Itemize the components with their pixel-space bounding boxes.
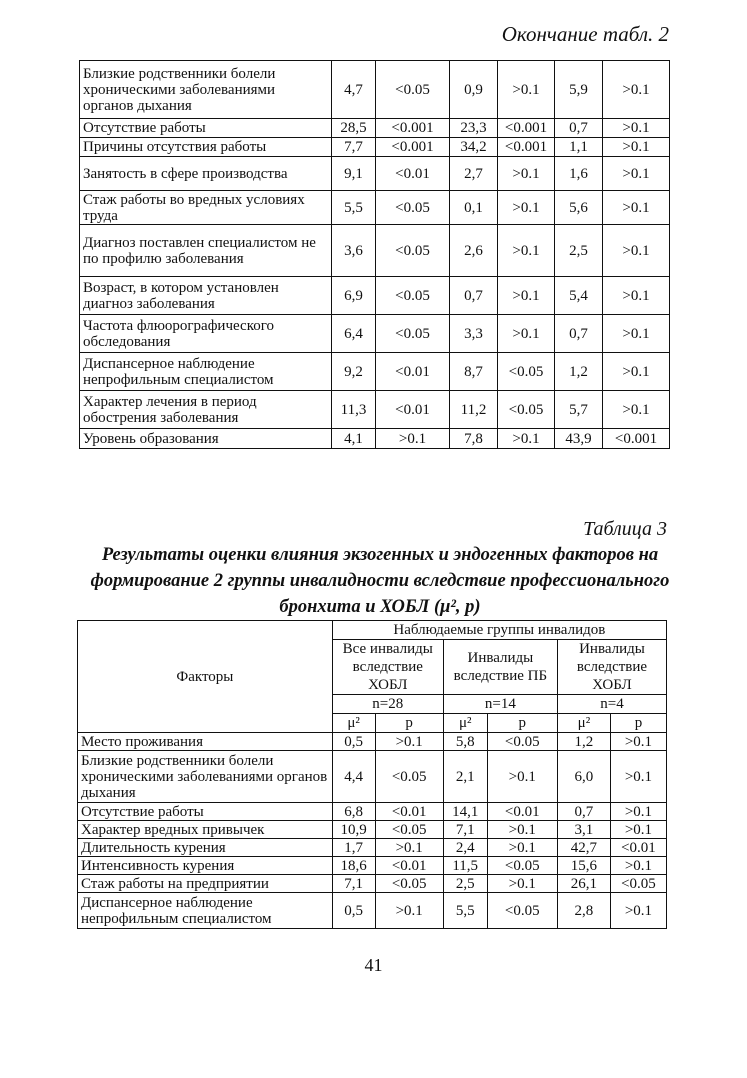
mu-value-cell: 23,3: [450, 119, 498, 138]
mu-value-cell: 14,1: [443, 803, 487, 821]
factor-cell: Занятость в сфере производства: [80, 157, 332, 191]
table-3-head: [78, 621, 667, 733]
factor-cell: Стаж работы во вредных условиях труда: [80, 191, 332, 225]
p-value-cell: >0.1: [610, 821, 666, 839]
mu-value-cell: 5,5: [443, 893, 487, 929]
mu-value-cell: 7,1: [332, 875, 375, 893]
p-value-cell: <0.05: [376, 277, 450, 315]
p-value-cell: <0.01: [375, 857, 443, 875]
mu-value-cell: 0,9: [450, 61, 498, 119]
p-value-cell: >0.1: [603, 277, 670, 315]
mu-value-cell: 28,5: [332, 119, 376, 138]
mu-value-cell: 9,2: [332, 353, 376, 391]
p-value-cell: <0.05: [498, 391, 555, 429]
p-value-cell: >0.1: [603, 138, 670, 157]
p-value-cell: >0.1: [375, 839, 443, 857]
mu-value-cell: 2,1: [443, 751, 487, 803]
mu-value-cell: 5,8: [443, 733, 487, 751]
table-row: [80, 315, 670, 353]
p-value-cell: >0.1: [603, 157, 670, 191]
table-continuation-note: Окончание табл. 2: [501, 22, 669, 46]
p-value-cell: >0.1: [498, 157, 555, 191]
factor-cell: Отсутствие работы: [80, 119, 332, 138]
p-header: p: [487, 714, 557, 733]
table-row: [78, 803, 667, 821]
p-value-cell: <0.05: [375, 875, 443, 893]
mu-value-cell: 1,1: [555, 138, 603, 157]
p-value-cell: <0.01: [487, 803, 557, 821]
mu-value-cell: 2,5: [443, 875, 487, 893]
mu-value-cell: 3,1: [557, 821, 610, 839]
p-value-cell: >0.1: [610, 733, 666, 751]
p-value-cell: >0.1: [487, 821, 557, 839]
p-value-cell: >0.1: [498, 225, 555, 277]
observed-groups-header: Наблюдаемые группы инвалидов: [332, 621, 666, 640]
mu-value-cell: 1,2: [555, 353, 603, 391]
mu-value-cell: 7,7: [332, 138, 376, 157]
table-row: [80, 157, 670, 191]
p-value-cell: <0.001: [376, 119, 450, 138]
mu-value-cell: 0,7: [557, 803, 610, 821]
p-value-cell: <0.001: [498, 138, 555, 157]
p-value-cell: <0.05: [487, 733, 557, 751]
mu-value-cell: 1,2: [557, 733, 610, 751]
p-value-cell: <0.05: [487, 857, 557, 875]
factor-cell: Диагноз поставлен специалистом не по профилю заболевания: [80, 225, 332, 277]
mu-value-cell: 10,9: [332, 821, 375, 839]
p-value-cell: <0.05: [376, 225, 450, 277]
factor-cell: Характер лечения в период обострения заболевания: [80, 391, 332, 429]
factor-cell: Уровень образования: [80, 429, 332, 449]
factor-cell: Длительность курения: [78, 839, 333, 857]
page-number: 41: [364, 955, 383, 975]
mu-value-cell: 0,7: [555, 315, 603, 353]
p-value-cell: >0.1: [603, 61, 670, 119]
table-row: [80, 119, 670, 138]
mu-value-cell: 7,8: [450, 429, 498, 449]
mu-value-cell: 11,3: [332, 391, 376, 429]
table-row: [80, 277, 670, 315]
p-value-cell: <0.001: [603, 429, 670, 449]
mu-value-cell: 2,8: [557, 893, 610, 929]
p-value-cell: <0.001: [498, 119, 555, 138]
mu-value-cell: 0,1: [450, 191, 498, 225]
factor-cell: Возраст, в котором установлен диагноз заболевания: [80, 277, 332, 315]
mu-header: μ²: [332, 714, 375, 733]
mu-value-cell: 6,9: [332, 277, 376, 315]
p-value-cell: <0.05: [376, 315, 450, 353]
mu-value-cell: 1,7: [332, 839, 375, 857]
p-value-cell: >0.1: [498, 191, 555, 225]
factor-cell: Диспансерное наблюдение непрофильным специалистом: [80, 353, 332, 391]
p-value-cell: >0.1: [375, 733, 443, 751]
factor-cell: Диспансерное наблюдение непрофильным специалистом: [78, 893, 333, 929]
mu-value-cell: 4,4: [332, 751, 375, 803]
mu-value-cell: 8,7: [450, 353, 498, 391]
table-row: [80, 138, 670, 157]
factor-cell: Отсутствие работы: [78, 803, 333, 821]
table-row: [78, 893, 667, 929]
p-value-cell: >0.1: [610, 857, 666, 875]
mu-value-cell: 3,6: [332, 225, 376, 277]
table-row: [80, 191, 670, 225]
p-value-cell: >0.1: [603, 315, 670, 353]
group-header: Инвалиды вследствие ПБ: [443, 640, 557, 695]
table-row: [78, 857, 667, 875]
mu-value-cell: 0,7: [555, 119, 603, 138]
mu-value-cell: 5,9: [555, 61, 603, 119]
factor-cell: Характер вредных привычек: [78, 821, 333, 839]
factor-cell: Причины отсутствия работы: [80, 138, 332, 157]
factor-cell: Близкие родственники болели хроническими заболеваниями органов дыхания: [78, 751, 333, 803]
mu-value-cell: 5,6: [555, 191, 603, 225]
group-header: Инвалиды вследствие ХОБЛ: [557, 640, 666, 695]
factor-cell: Стаж работы на предприятии: [78, 875, 333, 893]
table-2-body: [80, 61, 670, 449]
p-header: p: [375, 714, 443, 733]
p-value-cell: <0.01: [376, 353, 450, 391]
table-row: [78, 751, 667, 803]
mu-value-cell: 5,4: [555, 277, 603, 315]
p-value-cell: <0.05: [498, 353, 555, 391]
group-n: n=4: [557, 695, 666, 714]
factor-cell: Место проживания: [78, 733, 333, 751]
table-2-continuation: [79, 60, 670, 449]
table-row: [78, 821, 667, 839]
p-value-cell: >0.1: [498, 277, 555, 315]
mu-value-cell: 2,4: [443, 839, 487, 857]
p-value-cell: <0.01: [375, 803, 443, 821]
mu-value-cell: 4,1: [332, 429, 376, 449]
mu-header: μ²: [443, 714, 487, 733]
p-header: p: [610, 714, 666, 733]
p-value-cell: <0.05: [487, 893, 557, 929]
p-value-cell: <0.001: [376, 138, 450, 157]
factors-header: Факторы: [78, 621, 333, 733]
p-value-cell: <0.05: [375, 821, 443, 839]
mu-value-cell: 9,1: [332, 157, 376, 191]
mu-value-cell: 6,0: [557, 751, 610, 803]
factor-cell: Близкие родственники болели хроническими заболеваниями органов дыхания: [80, 61, 332, 119]
table-3: [77, 620, 667, 929]
mu-value-cell: 11,2: [450, 391, 498, 429]
mu-value-cell: 0,5: [332, 733, 375, 751]
p-value-cell: >0.1: [603, 391, 670, 429]
group-n: n=14: [443, 695, 557, 714]
mu-value-cell: 5,7: [555, 391, 603, 429]
p-value-cell: >0.1: [603, 191, 670, 225]
p-value-cell: >0.1: [603, 353, 670, 391]
p-value-cell: >0.1: [487, 839, 557, 857]
p-value-cell: <0.05: [610, 875, 666, 893]
table-row: [80, 391, 670, 429]
mu-value-cell: 11,5: [443, 857, 487, 875]
mu-value-cell: 7,1: [443, 821, 487, 839]
table-row: [78, 839, 667, 857]
group-header: Все инвалиды вследствие ХОБЛ: [332, 640, 443, 695]
mu-value-cell: 6,8: [332, 803, 375, 821]
p-value-cell: >0.1: [487, 751, 557, 803]
mu-value-cell: 34,2: [450, 138, 498, 157]
mu-value-cell: 15,6: [557, 857, 610, 875]
mu-value-cell: 18,6: [332, 857, 375, 875]
factor-cell: Интенсивность курения: [78, 857, 333, 875]
mu-value-cell: 0,5: [332, 893, 375, 929]
table-3-label: Таблица 3: [583, 518, 667, 540]
table-row: [80, 61, 670, 119]
p-value-cell: >0.1: [610, 803, 666, 821]
mu-value-cell: 3,3: [450, 315, 498, 353]
p-value-cell: >0.1: [603, 225, 670, 277]
p-value-cell: >0.1: [376, 429, 450, 449]
mu-value-cell: 2,5: [555, 225, 603, 277]
table-3-body: [78, 733, 667, 929]
mu-value-cell: 2,7: [450, 157, 498, 191]
table-row: [78, 875, 667, 893]
factor-cell: Частота флюорографического обследования: [80, 315, 332, 353]
p-value-cell: >0.1: [487, 875, 557, 893]
mu-value-cell: 6,4: [332, 315, 376, 353]
mu-header: μ²: [557, 714, 610, 733]
table-row: [80, 353, 670, 391]
mu-value-cell: 26,1: [557, 875, 610, 893]
mu-value-cell: 2,6: [450, 225, 498, 277]
p-value-cell: >0.1: [375, 893, 443, 929]
p-value-cell: <0.05: [376, 191, 450, 225]
p-value-cell: <0.05: [375, 751, 443, 803]
p-value-cell: >0.1: [603, 119, 670, 138]
p-value-cell: >0.1: [498, 315, 555, 353]
mu-value-cell: 4,7: [332, 61, 376, 119]
p-value-cell: >0.1: [498, 429, 555, 449]
p-value-cell: <0.05: [376, 61, 450, 119]
mu-value-cell: 42,7: [557, 839, 610, 857]
p-value-cell: >0.1: [498, 61, 555, 119]
p-value-cell: <0.01: [376, 157, 450, 191]
mu-value-cell: 5,5: [332, 191, 376, 225]
p-value-cell: <0.01: [610, 839, 666, 857]
table-row: [78, 733, 667, 751]
table-row: [80, 429, 670, 449]
mu-value-cell: 43,9: [555, 429, 603, 449]
table-3-title: Результаты оценки влияния экзогенных и эндогенных факторов на формирование 2 группы инвалидности вследствие профессионального бронхита и ХОБЛ (μ², p): [90, 545, 670, 617]
mu-value-cell: 1,6: [555, 157, 603, 191]
table-row: [80, 225, 670, 277]
p-value-cell: >0.1: [610, 893, 666, 929]
p-value-cell: <0.01: [376, 391, 450, 429]
p-value-cell: >0.1: [610, 751, 666, 803]
mu-value-cell: 0,7: [450, 277, 498, 315]
group-n: n=28: [332, 695, 443, 714]
